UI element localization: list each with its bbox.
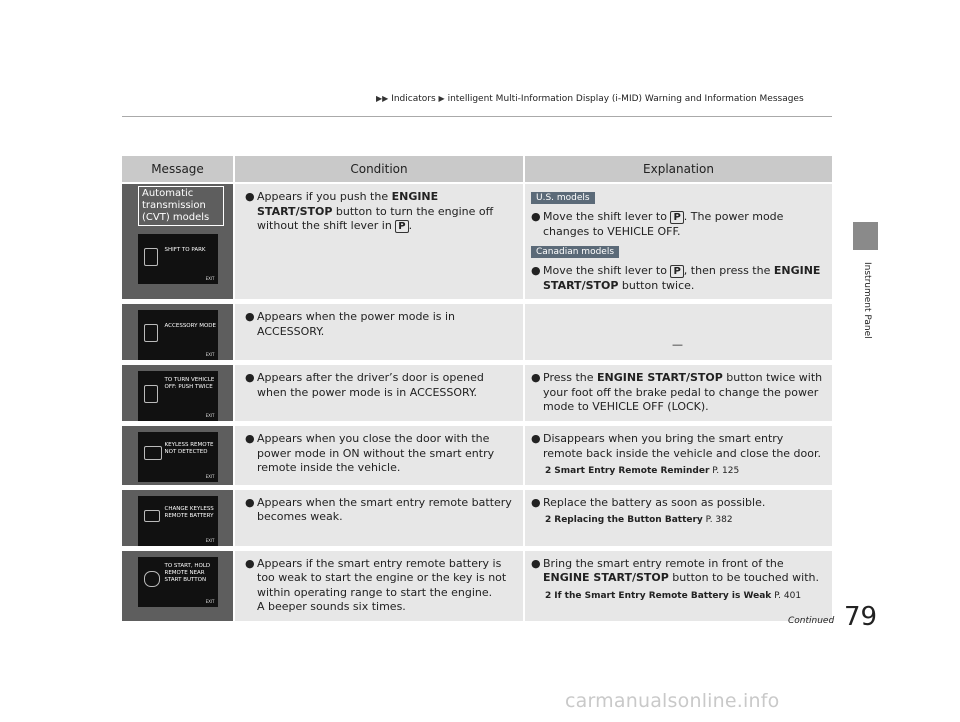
section-label: Instrument Panel: [862, 262, 872, 339]
header-rule: [122, 116, 832, 117]
start-button-icon: [144, 571, 160, 587]
col-message: Message: [122, 156, 234, 182]
power-icon: [144, 324, 158, 342]
explanation-cell: U.S. models ● Move the shift lever to P . The power mode changes to VEHICLE OFF. Canadian models ● Move the shift lever to P , then press the ENGINE START/STOP button twice.: [524, 184, 832, 302]
park-key-icon: P: [395, 220, 408, 233]
key-fob-icon: [144, 446, 162, 460]
condition-cell: ● Appears when you close the door with the power mode in ON without the smart entry remote inside the vehicle.: [234, 424, 524, 488]
park-key-icon: P: [670, 265, 683, 278]
display-screen: TO TURN VEHICLE OFF: PUSH TWICE EXIT: [138, 371, 218, 421]
messages-table: [122, 156, 835, 626]
arrow-icon: ▶▶: [376, 94, 389, 103]
display-screen: KEYLESS REMOTE NOT DETECTED EXIT: [138, 432, 218, 482]
condition-cell: ● Appears when the power mode is in ACCESSORY.: [234, 302, 524, 363]
condition-cell: ● Appears if you push the ENGINE START/STOP button to turn the engine off without the shift lever in P .: [234, 184, 524, 302]
table-header: [122, 156, 832, 182]
explanation-cell: ● Press the ENGINE START/STOP button twice with your foot off the brake pedal to change the power mode to VEHICLE OFF (LOCK).: [524, 363, 832, 424]
explanation-cell: ● Disappears when you bring the smart entry remote back inside the vehicle and close the door. 2 Smart Entry Remote Reminder P. 125: [524, 424, 832, 488]
shift-lever-icon: [144, 248, 158, 266]
condition-cell: ● Appears after the driver’s door is opened when the power mode is in ACCESSORY.: [234, 363, 524, 424]
display-screen: SHIFT TO PARK EXIT: [138, 234, 218, 284]
page-reference[interactable]: 2 Replacing the Button Battery P. 382: [545, 515, 733, 525]
col-explanation: Explanation: [524, 156, 832, 182]
breadcrumb-indicators[interactable]: Indicators: [391, 94, 436, 104]
section-tab: [853, 222, 878, 250]
reference-icon: 2: [545, 515, 552, 525]
arrow-icon: ▶: [438, 94, 445, 103]
table-row: [122, 548, 832, 623]
reference-icon: 2: [545, 590, 552, 601]
page-number: 79: [844, 602, 878, 632]
page-reference[interactable]: 2 If the Smart Entry Remote Battery is Weak P. 401: [545, 590, 802, 601]
us-models-tag: U.S. models: [531, 192, 595, 204]
park-key-icon: P: [670, 211, 683, 224]
model-note: Automatic transmission (CVT) models: [138, 186, 224, 226]
explanation-cell: ● Bring the smart entry remote in front of the ENGINE START/STOP button to be touched with. 2 If the Smart Entry Remote Battery is Weak P. 401: [524, 548, 832, 623]
table-row: [122, 302, 832, 363]
message-cell: [122, 548, 234, 623]
table-row: [122, 184, 832, 302]
watermark: carmanualsonline.info: [565, 690, 780, 712]
table-row: [122, 363, 832, 424]
display-screen: TO START, HOLD REMOTE NEAR START BUTTON EXIT: [138, 557, 218, 607]
condition-cell: ● Appears when the smart entry remote battery becomes weak.: [234, 487, 524, 548]
page-reference[interactable]: 2 Smart Entry Remote Reminder P. 125: [545, 466, 740, 476]
battery-icon: [144, 510, 160, 522]
table-row: [122, 424, 832, 488]
breadcrumb-imid[interactable]: intelligent Multi-Information Display (i-MID) Warning and Information Messages: [447, 94, 804, 104]
reference-icon: 2: [545, 466, 552, 476]
col-condition: Condition: [234, 156, 524, 182]
message-cell: [122, 424, 234, 488]
message-cell: [122, 363, 234, 424]
canadian-models-tag: Canadian models: [531, 246, 619, 258]
display-screen: ACCESSORY MODE EXIT: [138, 310, 218, 360]
message-cell: [122, 302, 234, 363]
condition-cell: ● Appears if the smart entry remote battery is too weak to start the engine or the key is not within operating range to start the engine. A beeper sounds six times.: [234, 548, 524, 623]
power-button-icon: [144, 385, 158, 403]
message-cell: [122, 184, 234, 302]
continued-label: Continued: [788, 616, 835, 626]
breadcrumb: [376, 94, 804, 104]
message-cell: [122, 487, 234, 548]
display-screen: CHANGE KEYLESS REMOTE BATTERY EXIT: [138, 496, 218, 546]
explanation-cell: —: [524, 302, 832, 363]
table-row: [122, 487, 832, 548]
explanation-cell: ● Replace the battery as soon as possible. 2 Replacing the Button Battery P. 382: [524, 487, 832, 548]
